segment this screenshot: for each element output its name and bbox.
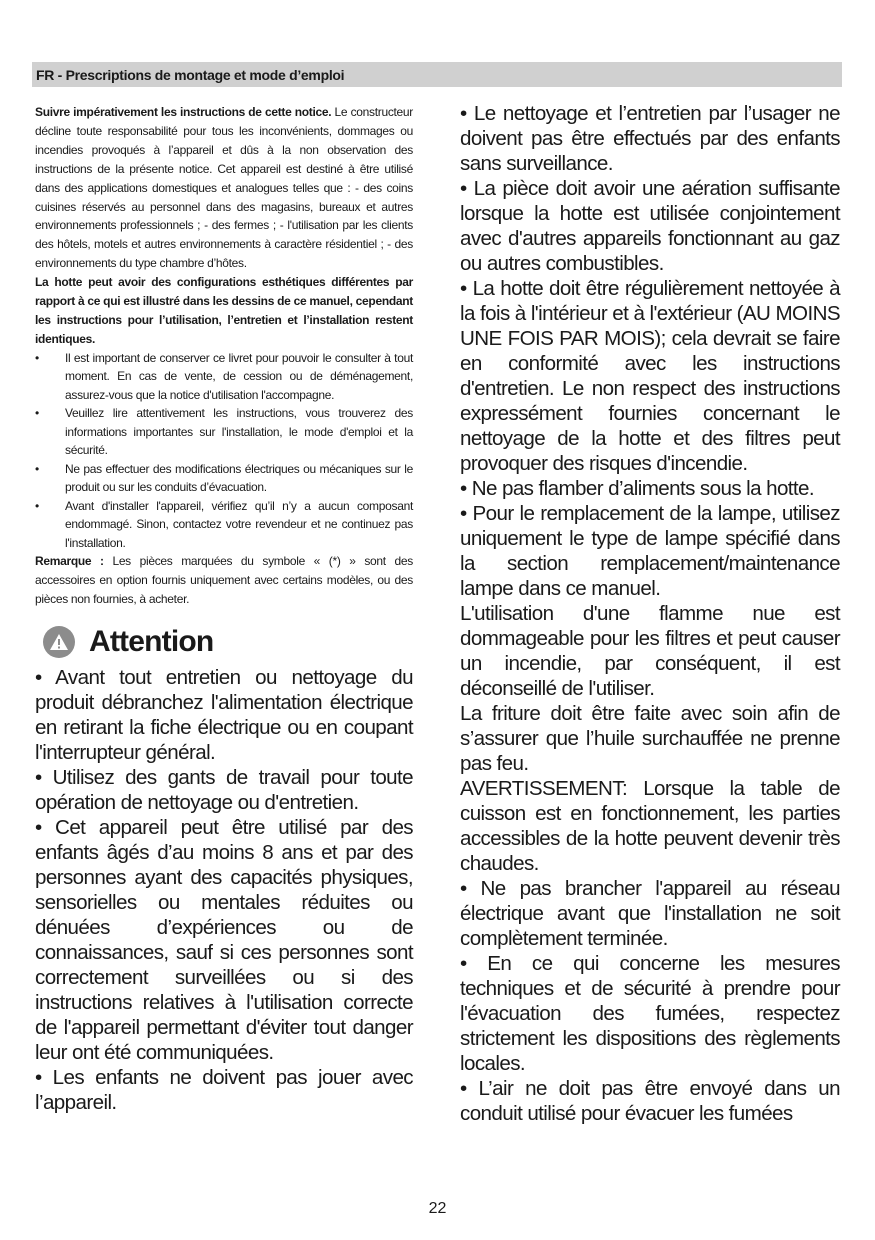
safety-paragraph: La friture doit être faite avec soin afin de s’assurer que l’huile surchauffée ne prenne pas feu. xyxy=(460,702,840,775)
intro-bold-paragraph: La hotte peut avoir des configurations esthétiques différentes par rapport à ce qui est illustré dans les dessins de ce manuel, cependant les instructions pour l’utilisation, l’entretien et l’installation restent identiques. xyxy=(35,275,413,346)
attention-paragraph: • Utilisez des gants de travail pour toute opération de nettoyage ou d'entretien. xyxy=(35,766,413,814)
list-item: • Il est important de conserver ce livret pour pouvoir le consulter à tout moment. En cas de vente, de cession ou de déménagement, assurez-vous que la notice d'utilisation l'accompagne. xyxy=(35,350,413,402)
page-number: 22 xyxy=(428,1200,447,1217)
safety-paragraph: • La hotte doit être régulièrement nettoyée à la fois à l'intérieur et à l'extérieur (AU MOINS UNE FOIS PAR MOIS); cela devrait se faire en conformité avec les instructions d'entretien. Le non respect des instructions expressément fournies concernant le nettoyage de la hotte et des filtres peut provoquer des risques d'incendie. xyxy=(460,277,840,475)
bullet-mark: • xyxy=(35,350,39,365)
bullet-list xyxy=(35,349,413,553)
attention-title: Attention xyxy=(89,625,214,658)
safety-paragraph: • Le nettoyage et l’entretien par l’usager ne doivent pas être effectués par des enfants sans surveillance. xyxy=(460,102,840,175)
right-column xyxy=(460,101,840,1126)
bullet-mark: • xyxy=(35,461,39,476)
warning-triangle-icon xyxy=(49,633,69,651)
attention-paragraph: • Les enfants ne doivent pas jouer avec l’appareil. xyxy=(35,1066,413,1114)
intro-bold-lead: Suivre impérativement les instructions de cette notice. xyxy=(35,105,332,119)
attention-paragraph: • Avant tout entretien ou nettoyage du produit débranchez l'alimentation électrique en retirant la fiche électrique ou en coupant l'interrupteur général. xyxy=(35,666,413,764)
intro-paragraph xyxy=(35,103,413,273)
warning-icon xyxy=(43,626,75,658)
attention-paragraph: • Cet appareil peut être utilisé par des enfants âgés d’au moins 8 ans et par des personnes ayant des capacités physiques, sensorielles ou mentales réduites ou dénuées d’expériences ou de connaissances, sauf si ces personnes sont correctement surveillées ou si des instructions relatives à l'utilisation correcte de l'appareil permettant d'éviter tout danger leur ont été communiquées. xyxy=(35,816,413,1064)
remark-paragraph xyxy=(35,552,413,609)
remark-text: Les pièces marquées du symbole « (*) » sont des accessoires en option fournis uniquement avec certains modèles, ou des pièces non fournies, à acheter. xyxy=(35,554,413,607)
safety-paragraph: • Pour le remplacement de la lampe, utilisez uniquement le type de lampe spécifié dans la section remplacement/maintenance lampe dans ce manuel. xyxy=(460,502,840,600)
left-column xyxy=(35,103,413,1115)
list-item: • Avant d'installer l'appareil, vérifiez qu’il n’y a aucun composant endommagé. Sinon, contactez votre revendeur et ne continuez pas l'installation. xyxy=(35,498,413,550)
section-header xyxy=(32,62,842,87)
safety-paragraph: • La pièce doit avoir une aération suffisante lorsque la hotte est utilisée conjointement avec d'autres appareils fonctionnant au gaz ou autres combustibles. xyxy=(460,177,840,275)
bullet-mark: • xyxy=(35,498,39,513)
safety-paragraph: • L’air ne doit pas être envoyé dans un conduit utilisé pour évacuer les fumées xyxy=(460,1077,840,1125)
remark-label: Remarque : xyxy=(35,554,104,569)
safety-paragraph: L'utilisation d'une flamme nue est dommageable pour les filtres et peut causer un incendie, par conséquent, il est déconseillé de l'utiliser. xyxy=(460,602,840,700)
attention-heading xyxy=(35,623,413,661)
list-item: • Ne pas effectuer des modifications électriques ou mécaniques sur le produit ou sur les conduits d’évacuation. xyxy=(35,461,413,495)
safety-paragraph: AVERTISSEMENT: Lorsque la table de cuisson est en fonctionnement, les parties accessibles de la hotte peuvent devenir très chaudes. xyxy=(460,777,840,875)
bullet-mark: • xyxy=(35,406,39,421)
list-item: • Veuillez lire attentivement les instructions, vous trouverez des informations importantes sur l'installation, le mode d'emploi et la sécurité. xyxy=(35,406,413,458)
safety-paragraph: • Ne pas brancher l'appareil au réseau électrique avant que l'installation ne soit complètement terminée. xyxy=(460,877,840,950)
safety-paragraph: • Ne pas flamber d’aliments sous la hotte. xyxy=(460,477,815,500)
safety-paragraph: • En ce qui concerne les mesures techniques et de sécurité à prendre pour l'évacuation des fumées, respectez strictement les dispositions des règlements locales. xyxy=(460,952,840,1075)
section-title: FR - Prescriptions de montage et mode d’emploi xyxy=(36,67,345,83)
intro-text: Le constructeur décline toute responsabilité pour tous les inconvénients, dommages ou incendies provoqués à l’appareil et dûs à la non observation des instructions de la présente notice. Cet appareil est destiné à être utilisé dans des applications domestiques et analogues telles que : - des coins cuisines réservés au personnel dans des magasins, bureaux et autres environnements professionnels ; - des fermes ; - l'utilisation par les clients des hôtels, motels et autres environnements à caractère résidentiel ; - des environnements du type chambre d’hôtes. xyxy=(35,105,413,271)
